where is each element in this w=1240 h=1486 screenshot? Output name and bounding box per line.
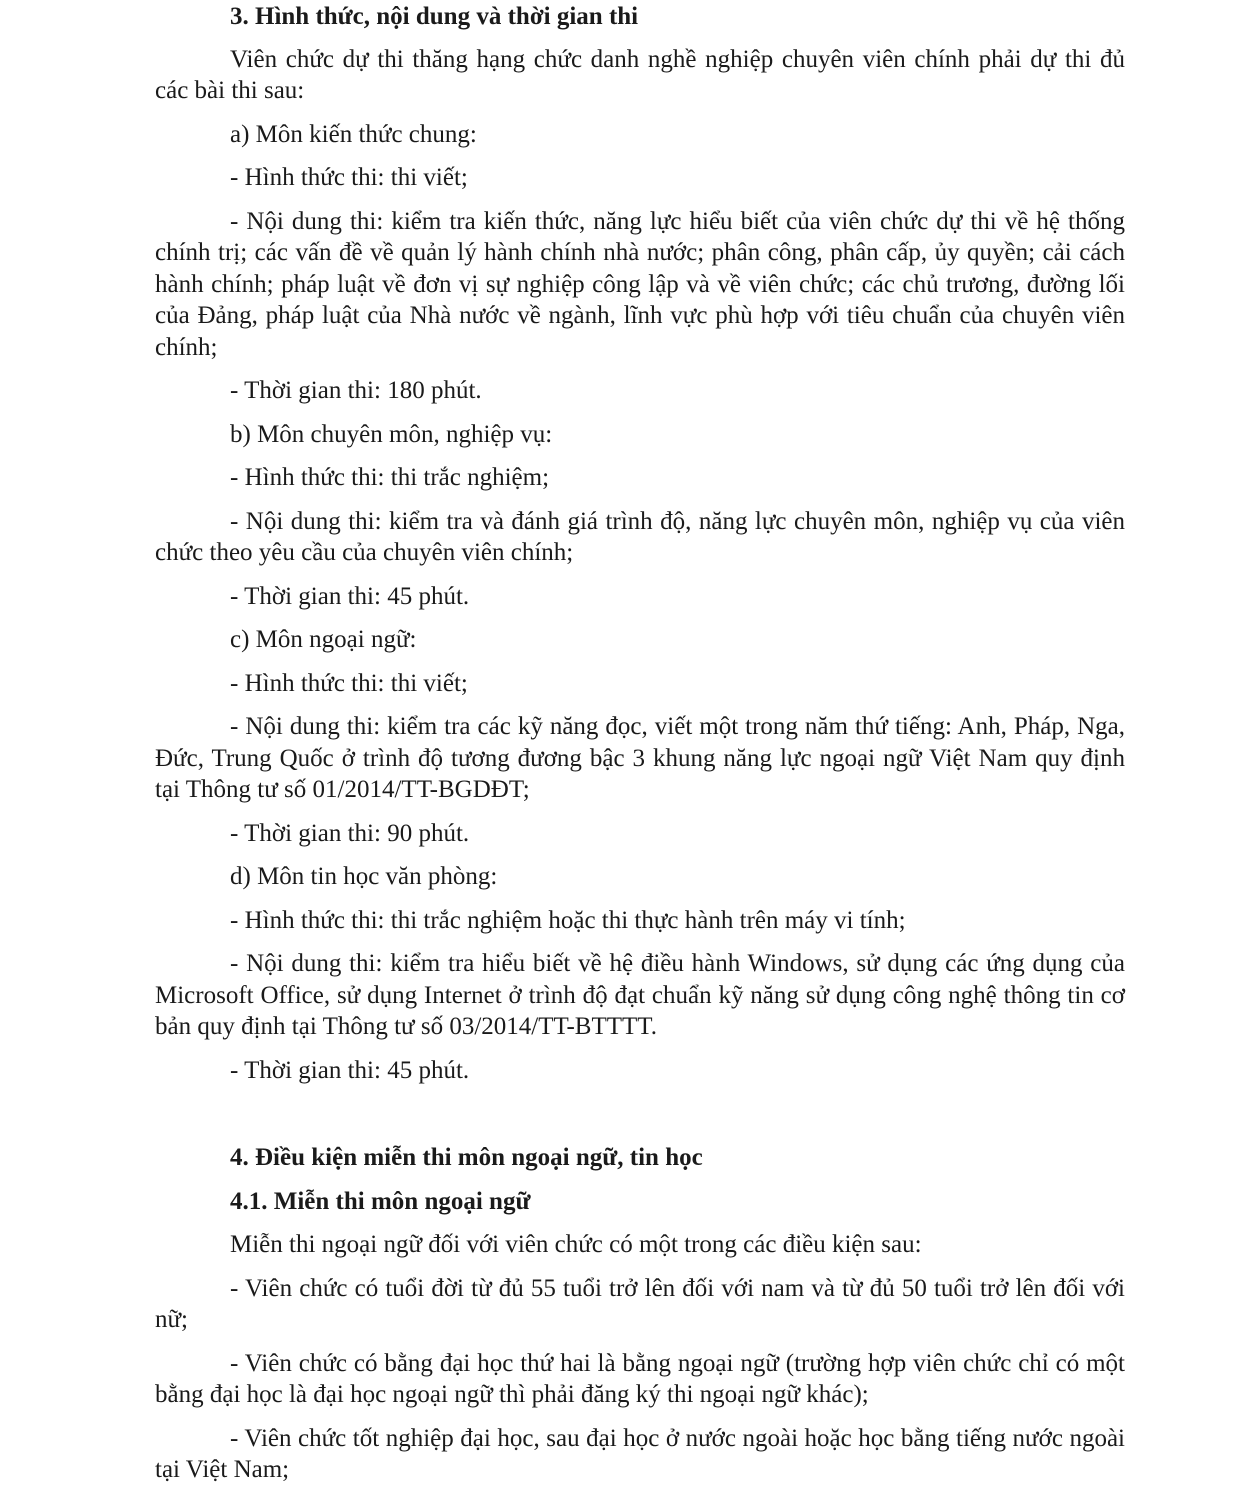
subject-a-content: - Nội dung thi: kiểm tra kiến thức, năng lực hiểu biết của viên chức dự thi về hệ thống chính trị; các vấn đề về quản lý hành chính nhà nước; phân công, phân cấp, ủy quyền; cải cách hành chính; pháp luật về đơn vị sự nghiệp công lập và về viên chức; các chủ trương, đường lối của Đảng, pháp luật của Nhà nước về ngành, lĩnh vực phù hợp với tiêu chuẩn của chuyên viên chính;: [155, 207, 1125, 361]
subject-b-content: - Nội dung thi: kiểm tra và đánh giá trình độ, năng lực chuyên môn, nghiệp vụ của viên chức theo yêu cầu của chuyên viên chính;: [155, 507, 1125, 566]
section-4-intro: Miễn thi ngoại ngữ đối với viên chức có một trong các điều kiện sau:: [230, 1231, 922, 1258]
subject-b-time: - Thời gian thi: 45 phút.: [230, 582, 470, 610]
exemption-item-age: - Viên chức có tuổi đời từ đủ 55 tuổi trở lên đối với nam và từ đủ 50 tuổi trở lên đối với nữ;: [155, 1274, 1125, 1333]
section-3-intro: Viên chức dự thi thăng hạng chức danh nghề nghiệp chuyên viên chính phải dự thi đủ các bài thi sau:: [155, 45, 1125, 104]
subject-c-time: - Thời gian thi: 90 phút.: [230, 819, 470, 847]
subject-d-form: - Hình thức thi: thi trắc nghiệm hoặc thi thực hành trên máy vi tính;: [230, 906, 906, 934]
subject-b-form: - Hình thức thi: thi trắc nghiệm;: [230, 464, 550, 491]
exemption-item-second-degree: - Viên chức có bằng đại học thứ hai là bằng ngoại ngữ (trường hợp viên chức chỉ có một bằng đại học là đại học ngoại ngữ thì phải đăng ký thi ngoại ngữ khác);: [155, 1349, 1125, 1408]
subject-a-time: - Thời gian thi: 180 phút.: [230, 377, 482, 404]
section-3-heading: 3. Hình thức, nội dung và thời gian thi: [230, 3, 639, 30]
subject-d-title: d) Môn tin học văn phòng:: [230, 863, 498, 890]
document-body: [155, 0, 1125, 1486]
section-4-heading: 4. Điều kiện miễn thi môn ngoại ngữ, tin học: [230, 1144, 703, 1171]
subject-a-form: - Hình thức thi: thi viết;: [230, 164, 468, 191]
subject-c-form: - Hình thức thi: thi viết;: [230, 669, 468, 697]
subject-b-title: b) Môn chuyên môn, nghiệp vụ:: [230, 420, 553, 448]
exemption-item-foreign-study: - Viên chức tốt nghiệp đại học, sau đại học ở nước ngoài hoặc học bằng tiếng nước ngoài tại Việt Nam;: [155, 1424, 1125, 1483]
subject-c-content: - Nội dung thi: kiểm tra các kỹ năng đọc, viết một trong năm thứ tiếng: Anh, Pháp, Nga, Đức, Trung Quốc ở trình độ tương đương bậc 3 khung năng lực ngoại ngữ Việt Nam quy định tại Thông tư số 01/2014/TT-BGDĐT;: [155, 713, 1125, 803]
subject-d-time: - Thời gian thi: 45 phút.: [230, 1056, 470, 1084]
subject-a-title: a) Môn kiến thức chung:: [230, 120, 477, 148]
subject-c-title: c) Môn ngoại ngữ:: [230, 626, 417, 653]
subject-d-content: - Nội dung thi: kiểm tra hiểu biết về hệ điều hành Windows, sử dụng các ứng dụng của Microsoft Office, sử dụng Internet ở trình độ đạt chuẩn kỹ năng sử dụng công nghệ thông tin cơ bản quy định tại Thông tư số 03/2014/TT-BTTTT.: [155, 950, 1125, 1040]
section-4-1-heading: 4.1. Miễn thi môn ngoại ngữ: [230, 1187, 531, 1215]
